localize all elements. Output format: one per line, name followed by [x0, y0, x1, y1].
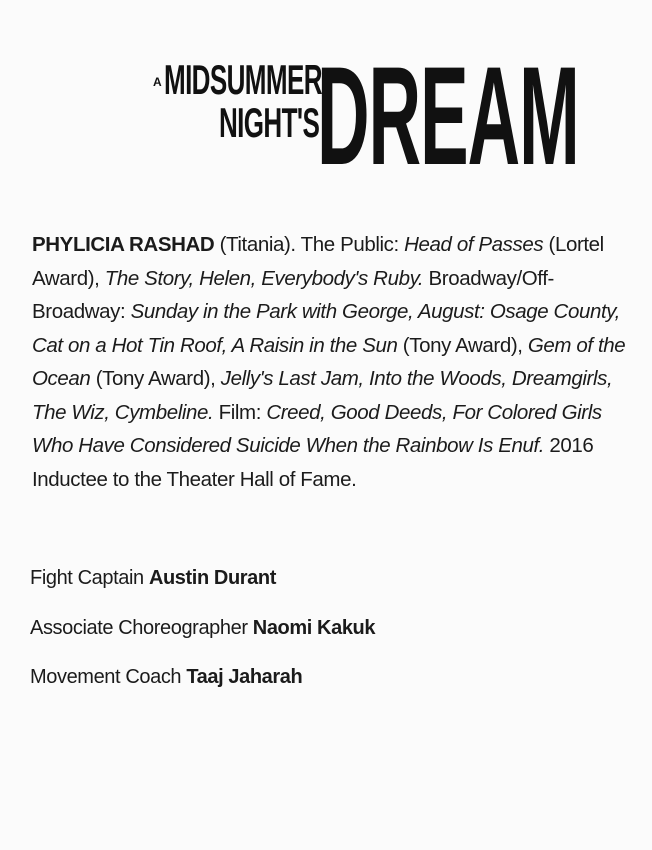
logo-article: A: [153, 75, 162, 89]
credit-person: Austin Durant: [148, 567, 276, 589]
credit-fight-captain: [30, 566, 276, 590]
credit-movement-coach: [30, 665, 302, 689]
bio-segment: (Titania). The Public:: [214, 233, 405, 256]
bio-segment: 2016 Inductee to the Theater Hall of Fame.: [32, 434, 594, 491]
bio-text: [32, 233, 625, 491]
credit-person: Taaj Jaharah: [186, 666, 303, 688]
bio-segment: Sunday in the Park with George, August: Osage County, Cat on a Hot Tin Roof, A Raisin in the Sun: [32, 300, 620, 357]
logo-line-dream: DREAM: [317, 37, 579, 194]
logo-line-midsummer: MIDSUMMER: [164, 56, 322, 103]
performer-name: PHYLICIA RASHAD: [32, 233, 215, 256]
bio-segment: (Tony Award),: [90, 367, 221, 390]
bio-segment: Jelly's Last Jam, Into the Woods, Dreamgirls, The Wiz, Cymbeline.: [32, 367, 613, 424]
credit-role: Movement Coach: [30, 666, 182, 688]
bio-segment: The Story, Helen, Everybody's Ruby.: [104, 266, 424, 290]
bio-segment: (Tony Award),: [397, 333, 528, 357]
show-logo: [150, 37, 579, 194]
credit-person: Naomi Kakuk: [252, 617, 376, 639]
bio-segment: (Lortel Award),: [32, 233, 604, 290]
bio-segment: Broadway/Off-Broadway:: [32, 266, 554, 323]
bio-segment: Film:: [213, 400, 267, 424]
bio-segment: Gem of the Ocean: [32, 333, 626, 390]
bio-segment: Creed, Good Deeds, For Colored Girls Who Have Considered Suicide When the Rainbow Is Enuf.: [32, 400, 602, 457]
credit-role: Fight Captain: [30, 567, 144, 589]
logo-line-nights: NIGHT'S: [219, 99, 320, 146]
credit-associate-choreographer: [30, 616, 375, 640]
performer-bio: [32, 228, 632, 496]
credit-role: Associate Choreographer: [30, 617, 248, 639]
bio-segment: Head of Passes: [404, 233, 544, 256]
